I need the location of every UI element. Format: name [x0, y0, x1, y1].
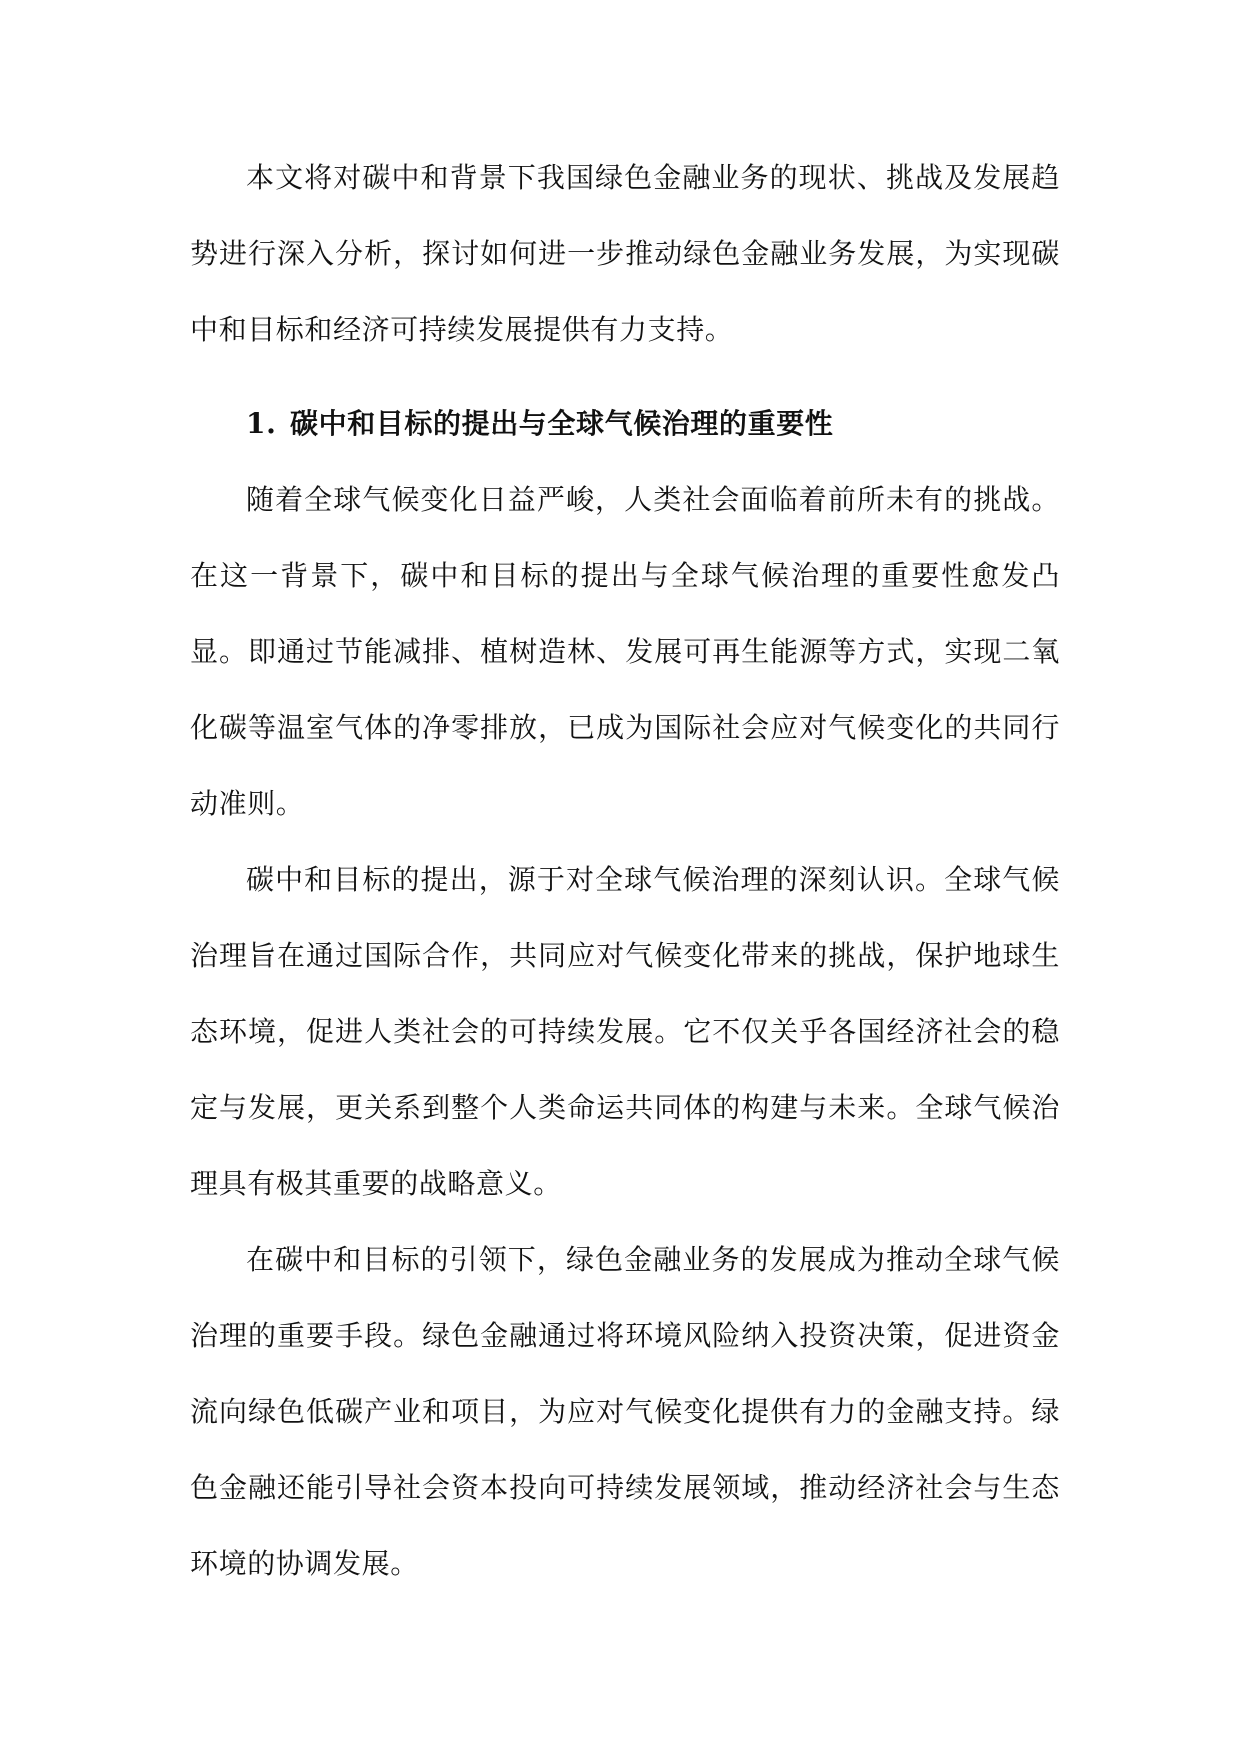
section-heading [190, 386, 1060, 462]
body-paragraph: 碳中和目标的提出，源于对全球气候治理的深刻认识。全球气候治理旨在通过国际合作，共同应对气候变化带来的挑战，保护地球生态环境，促进人类社会的可持续发展。它不仅关乎各国经济社会的稳定与发展，更关系到整个人类命运共同体的构建与未来。全球气候治理具有极其重要的战略意义。 [190, 863, 1060, 1200]
body-paragraph: 在碳中和目标的引领下，绿色金融业务的发展成为推动全球气候治理的重要手段。绿色金融通过将环境风险纳入投资决策，促进资金流向绿色低碳产业和项目，为应对气候变化提供有力的金融支持。绿色金融还能引导社会资本投向可持续发展领域，推动经济社会与生态环境的协调发展。 [190, 1243, 1060, 1580]
body-paragraph: 随着全球气候变化日益严峻，人类社会面临着前所未有的挑战。在这一背景下，碳中和目标的提出与全球气候治理的重要性愈发凸显。即通过节能减排、植树造林、发展可再生能源等方式，实现二氧化碳等温室气体的净零排放，已成为国际社会应对气候变化的共同行动准则。 [190, 483, 1060, 820]
document-body [190, 140, 1060, 1602]
section-title: 碳中和目标的提出与全球气候治理的重要性 [290, 407, 834, 440]
intro-paragraph: 本文将对碳中和背景下我国绿色金融业务的现状、挑战及发展趋势进行深入分析，探讨如何进一步推动绿色金融业务发展，为实现碳中和目标和经济可持续发展提供有力支持。 [190, 161, 1060, 346]
section-spacer [190, 368, 1060, 382]
section-number: 1. [246, 407, 277, 440]
